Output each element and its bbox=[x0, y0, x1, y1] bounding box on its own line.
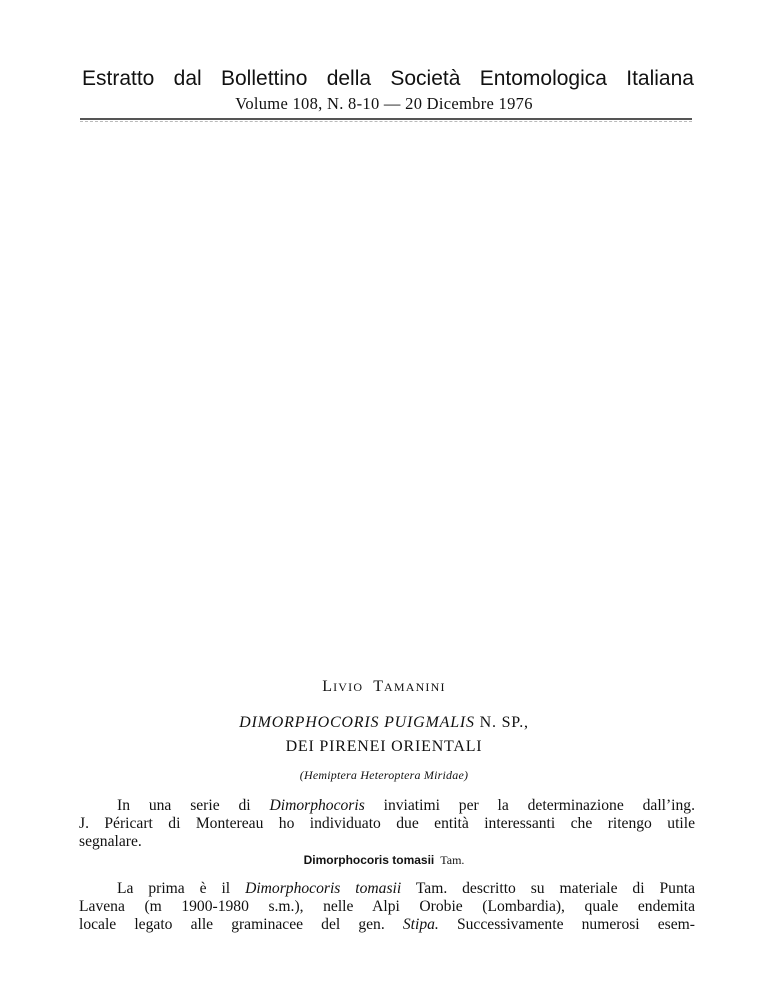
masthead-word: Italiana bbox=[626, 67, 694, 90]
volume-line: Volume 108, N. 8-10 — 20 Dicembre 1976 bbox=[235, 94, 533, 113]
masthead-word: Società bbox=[390, 67, 461, 90]
text-line: segnalare. bbox=[79, 833, 142, 850]
text-line: La prima è il Dimorphocoris tomasii Tam. descritto su materiale di Punta bbox=[117, 880, 695, 897]
author-name: LIVIO TAMANINI bbox=[322, 678, 446, 695]
masthead-word: Bollettino bbox=[221, 67, 308, 90]
text-line: In una serie di Dimorphocoris inviatimi per la determinazione dall’ing. bbox=[117, 797, 695, 814]
masthead-word: Entomologica bbox=[479, 67, 607, 90]
taxon-classification: (Hemiptera Heteroptera Miridae) bbox=[299, 768, 469, 782]
paragraph-intro bbox=[79, 797, 695, 851]
header-rule bbox=[80, 118, 692, 120]
text-line: locale legato alle graminacee del gen. Stipa. Successivamente numerosi esem- bbox=[79, 916, 695, 933]
species-suffix: N. SP., bbox=[479, 714, 529, 731]
paragraph-first-species bbox=[79, 880, 695, 934]
paper-title bbox=[0, 714, 768, 732]
paper-title-line2: DEI PIRENEI ORIENTALI bbox=[285, 738, 483, 755]
masthead-word: della bbox=[326, 67, 372, 90]
text-line: Lavena (m 1900-1980 s.m.), nelle Alpi Orobie (Lombardia), quale endemita bbox=[79, 898, 695, 915]
masthead-word: dal bbox=[173, 67, 202, 90]
masthead-word: Estratto bbox=[82, 67, 155, 90]
species-name: DIMORPHOCORIS PUIGMALIS bbox=[239, 714, 475, 731]
journal-masthead bbox=[82, 66, 694, 92]
section-heading: Dimorphocoris tomasii Tam. bbox=[303, 853, 465, 867]
header-rule-secondary bbox=[80, 121, 692, 122]
text-line: J. Péricart di Montereau ho individuato due entità interessanti che ritengo utile bbox=[79, 815, 695, 832]
